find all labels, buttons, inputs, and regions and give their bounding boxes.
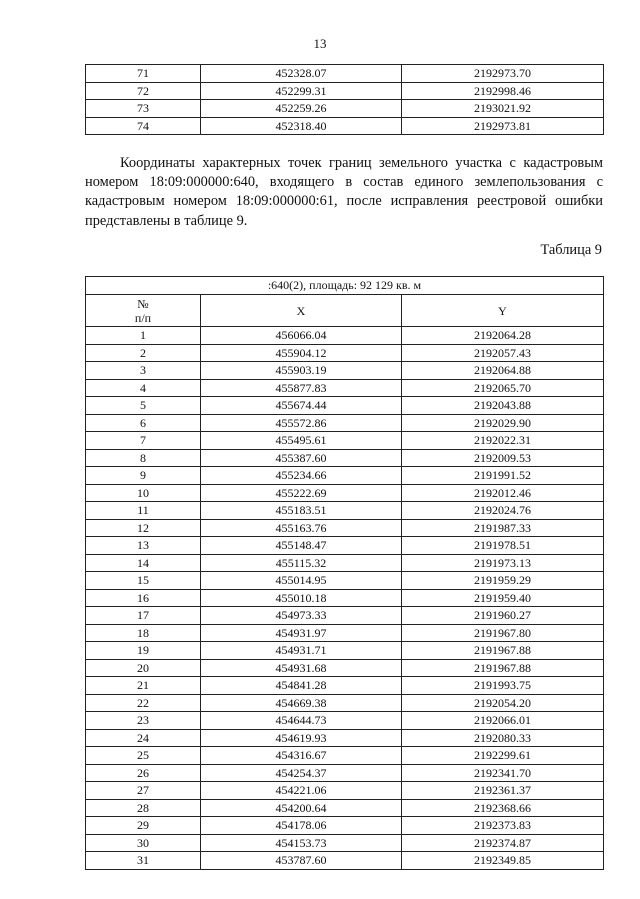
y-coordinate-cell: 2192064.28 [402, 327, 604, 345]
y-coordinate-cell: 2192341.70 [402, 764, 604, 782]
table-row [86, 414, 604, 432]
x-coordinate-cell: 455495.61 [201, 432, 402, 450]
table-row [86, 362, 604, 380]
y-coordinate-cell: 2192029.90 [402, 414, 604, 432]
x-coordinate-cell: 453787.60 [201, 852, 402, 870]
table-row [86, 554, 604, 572]
x-coordinate-cell: 455014.95 [201, 572, 402, 590]
table-row [86, 467, 604, 485]
y-coordinate-cell: 2192368.66 [402, 799, 604, 817]
point-number-cell: 3 [86, 362, 201, 380]
point-number-cell: 25 [86, 747, 201, 765]
y-coordinate-cell: 2192361.37 [402, 782, 604, 800]
point-number-cell: 27 [86, 782, 201, 800]
header-number-line1: № [137, 296, 149, 311]
point-number-cell: 20 [86, 659, 201, 677]
table-row [86, 782, 604, 800]
x-coordinate-cell: 455877.83 [201, 379, 402, 397]
y-coordinate-cell: 2191993.75 [402, 677, 604, 695]
table-row [86, 484, 604, 502]
point-number-cell: 6 [86, 414, 201, 432]
point-number-cell: 72 [86, 82, 201, 100]
header-x: X [201, 295, 402, 327]
table-row [86, 852, 604, 870]
y-coordinate-cell: 2192374.87 [402, 834, 604, 852]
table-row [86, 642, 604, 660]
x-coordinate-cell: 454669.38 [201, 694, 402, 712]
table-row [86, 379, 604, 397]
page-number: 13 [313, 36, 327, 51]
x-coordinate-cell: 455903.19 [201, 362, 402, 380]
table-row [86, 519, 604, 537]
y-coordinate-cell: 2192349.85 [402, 852, 604, 870]
y-coordinate-cell: 2192299.61 [402, 747, 604, 765]
y-coordinate-cell: 2191978.51 [402, 537, 604, 555]
y-coordinate-cell: 2192057.43 [402, 344, 604, 362]
x-coordinate-cell: 455115.32 [201, 554, 402, 572]
y-coordinate-cell: 2192066.01 [402, 712, 604, 730]
point-number-cell: 29 [86, 817, 201, 835]
y-coordinate-cell: 2192054.20 [402, 694, 604, 712]
point-number-cell: 31 [86, 852, 201, 870]
table-row [86, 712, 604, 730]
x-coordinate-cell: 454200.64 [201, 799, 402, 817]
table-row [86, 589, 604, 607]
y-coordinate-cell: 2193021.92 [402, 100, 604, 118]
table-row [86, 729, 604, 747]
table-row [86, 449, 604, 467]
y-coordinate-cell: 2192064.88 [402, 362, 604, 380]
x-coordinate-cell: 452299.31 [201, 82, 402, 100]
point-number-cell: 9 [86, 467, 201, 485]
table-row [86, 834, 604, 852]
y-coordinate-cell: 2192080.33 [402, 729, 604, 747]
table-row [86, 624, 604, 642]
point-number-cell: 4 [86, 379, 201, 397]
y-coordinate-cell: 2192973.70 [402, 65, 604, 83]
x-coordinate-cell: 454153.73 [201, 834, 402, 852]
table-row [86, 502, 604, 520]
x-coordinate-cell: 452259.26 [201, 100, 402, 118]
x-coordinate-cell: 455148.47 [201, 537, 402, 555]
table-row [86, 799, 604, 817]
x-coordinate-cell: 455010.18 [201, 589, 402, 607]
point-number-cell: 10 [86, 484, 201, 502]
coordinates-table-9 [85, 276, 604, 870]
y-coordinate-cell: 2191967.88 [402, 642, 604, 660]
point-number-cell: 8 [86, 449, 201, 467]
table-title-row [86, 277, 604, 295]
point-number-cell: 5 [86, 397, 201, 415]
x-coordinate-cell: 454254.37 [201, 764, 402, 782]
y-coordinate-cell: 2191967.80 [402, 624, 604, 642]
table-title: :640(2), площадь: 92 129 кв. м [86, 277, 604, 295]
y-coordinate-cell: 2191967.88 [402, 659, 604, 677]
point-number-cell: 30 [86, 834, 201, 852]
point-number-cell: 16 [86, 589, 201, 607]
table-header-row [86, 295, 604, 327]
table-row [86, 397, 604, 415]
point-number-cell: 71 [86, 65, 201, 83]
x-coordinate-cell: 455183.51 [201, 502, 402, 520]
table-row [86, 327, 604, 345]
y-coordinate-cell: 2192024.76 [402, 502, 604, 520]
point-number-cell: 12 [86, 519, 201, 537]
y-coordinate-cell: 2192022.31 [402, 432, 604, 450]
x-coordinate-cell: 454619.93 [201, 729, 402, 747]
table-row [86, 764, 604, 782]
coordinates-table-continued [85, 64, 604, 135]
x-coordinate-cell: 455572.86 [201, 414, 402, 432]
x-coordinate-cell: 455904.12 [201, 344, 402, 362]
y-coordinate-cell: 2192012.46 [402, 484, 604, 502]
point-number-cell: 18 [86, 624, 201, 642]
y-coordinate-cell: 2191973.13 [402, 554, 604, 572]
y-coordinate-cell: 2192065.70 [402, 379, 604, 397]
point-number-cell: 17 [86, 607, 201, 625]
header-number-line2: п/п [134, 310, 152, 325]
y-coordinate-cell: 2191987.33 [402, 519, 604, 537]
x-coordinate-cell: 454931.71 [201, 642, 402, 660]
x-coordinate-cell: 455387.60 [201, 449, 402, 467]
x-coordinate-cell: 452328.07 [201, 65, 402, 83]
point-number-cell: 13 [86, 537, 201, 555]
point-number-cell: 11 [86, 502, 201, 520]
x-coordinate-cell: 455674.44 [201, 397, 402, 415]
x-coordinate-cell: 454221.06 [201, 782, 402, 800]
point-number-cell: 2 [86, 344, 201, 362]
y-coordinate-cell: 2192043.88 [402, 397, 604, 415]
point-number-cell: 19 [86, 642, 201, 660]
x-coordinate-cell: 454931.68 [201, 659, 402, 677]
x-coordinate-cell: 454841.28 [201, 677, 402, 695]
x-coordinate-cell: 456066.04 [201, 327, 402, 345]
table-row [86, 607, 604, 625]
table-row [86, 537, 604, 555]
y-coordinate-cell: 2191959.29 [402, 572, 604, 590]
description-paragraph: Координаты характерных точек границ земельного участка с кадастровым номером 18:09:000000:640, входящего в состав единого землепользования с кадастровым номером 18:09:000000:61, после исправления реестровой ошибки представлены в таблице 9. [85, 155, 603, 229]
y-coordinate-cell: 2192973.81 [402, 117, 604, 135]
point-number-cell: 22 [86, 694, 201, 712]
x-coordinate-cell: 454931.97 [201, 624, 402, 642]
point-number-cell: 74 [86, 117, 201, 135]
x-coordinate-cell: 454644.73 [201, 712, 402, 730]
x-coordinate-cell: 455163.76 [201, 519, 402, 537]
x-coordinate-cell: 452318.40 [201, 117, 402, 135]
x-coordinate-cell: 455222.69 [201, 484, 402, 502]
table-row [86, 82, 604, 100]
point-number-cell: 26 [86, 764, 201, 782]
point-number-cell: 28 [86, 799, 201, 817]
point-number-cell: 21 [86, 677, 201, 695]
coordinates-table-continued-body [86, 65, 604, 135]
table-row [86, 677, 604, 695]
table-row [86, 747, 604, 765]
header-y: Y [402, 295, 604, 327]
table-caption: Таблица 9 [540, 242, 602, 258]
x-coordinate-cell: 454178.06 [201, 817, 402, 835]
y-coordinate-cell: 2192009.53 [402, 449, 604, 467]
y-coordinate-cell: 2192998.46 [402, 82, 604, 100]
table-row [86, 572, 604, 590]
x-coordinate-cell: 454973.33 [201, 607, 402, 625]
header-number [86, 295, 201, 327]
table-row [86, 65, 604, 83]
point-number-cell: 7 [86, 432, 201, 450]
table-row [86, 659, 604, 677]
point-number-cell: 15 [86, 572, 201, 590]
table-row [86, 432, 604, 450]
y-coordinate-cell: 2191991.52 [402, 467, 604, 485]
y-coordinate-cell: 2192373.83 [402, 817, 604, 835]
table-row [86, 817, 604, 835]
table-row [86, 694, 604, 712]
point-number-cell: 73 [86, 100, 201, 118]
coordinates-table-9-body [86, 327, 604, 870]
y-coordinate-cell: 2191960.27 [402, 607, 604, 625]
x-coordinate-cell: 455234.66 [201, 467, 402, 485]
point-number-cell: 23 [86, 712, 201, 730]
table-row [86, 117, 604, 135]
y-coordinate-cell: 2191959.40 [402, 589, 604, 607]
point-number-cell: 14 [86, 554, 201, 572]
table-row [86, 344, 604, 362]
point-number-cell: 1 [86, 327, 201, 345]
table-row [86, 100, 604, 118]
x-coordinate-cell: 454316.67 [201, 747, 402, 765]
point-number-cell: 24 [86, 729, 201, 747]
